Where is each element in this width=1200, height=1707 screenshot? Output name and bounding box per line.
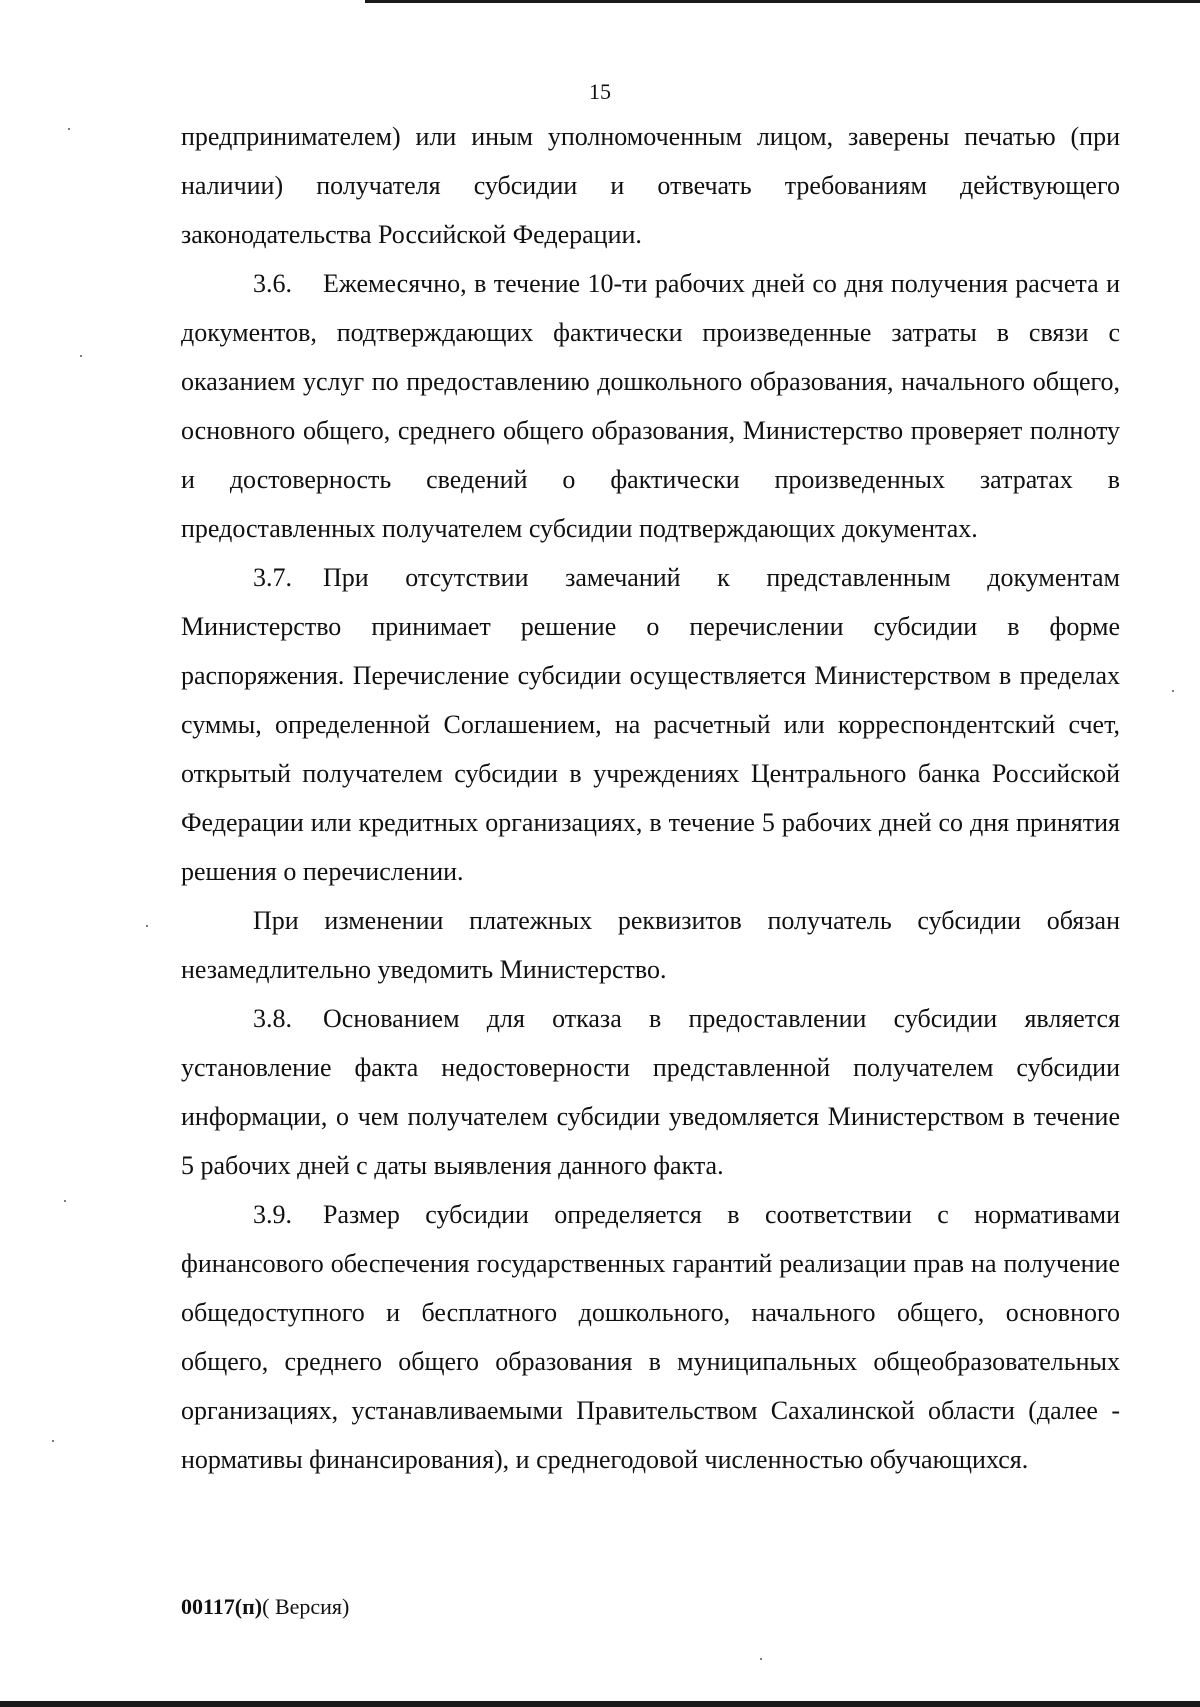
- paragraph-3-6: [181, 259, 1120, 553]
- paragraph-number: 3.9.: [253, 1200, 292, 1229]
- document-body: [181, 112, 1120, 1484]
- scan-speck: [1172, 690, 1174, 692]
- paragraph-3-9: [181, 1190, 1120, 1484]
- scan-speck: [64, 1200, 66, 1202]
- paragraph-text: Основанием для отказа в предоставлении субсидии является установление факта недостоверности представленной получателем субсидии информации, о чем получателем субсидии уведомляется Министерством в течение 5 рабочих дней с даты выявления данного факта.: [181, 1004, 1120, 1180]
- document-code: 00117(п): [181, 1594, 263, 1619]
- scan-speck: [760, 1658, 762, 1660]
- page-number: 15: [589, 79, 611, 104]
- paragraph-text: Размер субсидии определяется в соответствии с нормативами финансового обеспечения государственных гарантий реализации прав на получение общедоступного и бесплатного дошкольного, начального общего, основного общего, среднего общего образования в муниципальных общеобразовательных организациях, устанавливаемыми Правительством Сахалинской области (далее - нормативы финансирования), и среднегодовой численностью обучающихся.: [181, 1200, 1120, 1474]
- paragraph-text: Ежемесячно, в течение 10-ти рабочих дней со дня получения расчета и документов, подтверждающих фактически произведенные затраты в связи с оказанием услуг по предоставлению дошкольного образования, начального общего, основного общего, среднего общего образования, Министерство проверяет полноту и достоверность сведений о фактически произведенных затратах в предоставленных получателем субсидии подтверждающих документах.: [181, 269, 1120, 543]
- scan-speck: [80, 355, 82, 357]
- scan-edge-top: [365, 0, 1200, 3]
- document-version: ( Версия): [262, 1594, 350, 1619]
- scan-speck: [68, 128, 70, 130]
- paragraph-text: предпринимателем) или иным уполномоченным лицом, заверены печатью (при наличии) получателя субсидии и отвечать требованиям действующего законодательства Российской Федерации.: [181, 122, 1120, 249]
- scan-edge-bottom: [0, 1701, 1200, 1707]
- paragraph-number: 3.7.: [253, 563, 292, 592]
- scan-speck: [146, 925, 148, 927]
- document-footer: [181, 1593, 349, 1621]
- paragraph-3-7: [181, 553, 1120, 896]
- paragraph-continuation: [181, 112, 1120, 259]
- scan-speck: [52, 1440, 54, 1442]
- paragraph-text: При отсутствии замечаний к представленным документам Министерство принимает решение о перечислении субсидии в форме распоряжения. Перечисление субсидии осуществляется Министерством в пределах суммы, определенной Соглашением, на расчетный или корреспондентский счет, открытый получателем субсидии в учреждениях Центрального банка Российской Федерации или кредитных организациях, в течение 5 рабочих дней со дня принятия решения о перечислении.: [181, 563, 1120, 886]
- paragraph-requisites-change: [181, 896, 1120, 994]
- paragraph-number: 3.8.: [253, 1004, 292, 1033]
- paragraph-3-8: [181, 994, 1120, 1190]
- paragraph-number: 3.6.: [253, 269, 292, 298]
- paragraph-text: При изменении платежных реквизитов получатель субсидии обязан незамедлительно уведомить Министерство.: [181, 906, 1120, 984]
